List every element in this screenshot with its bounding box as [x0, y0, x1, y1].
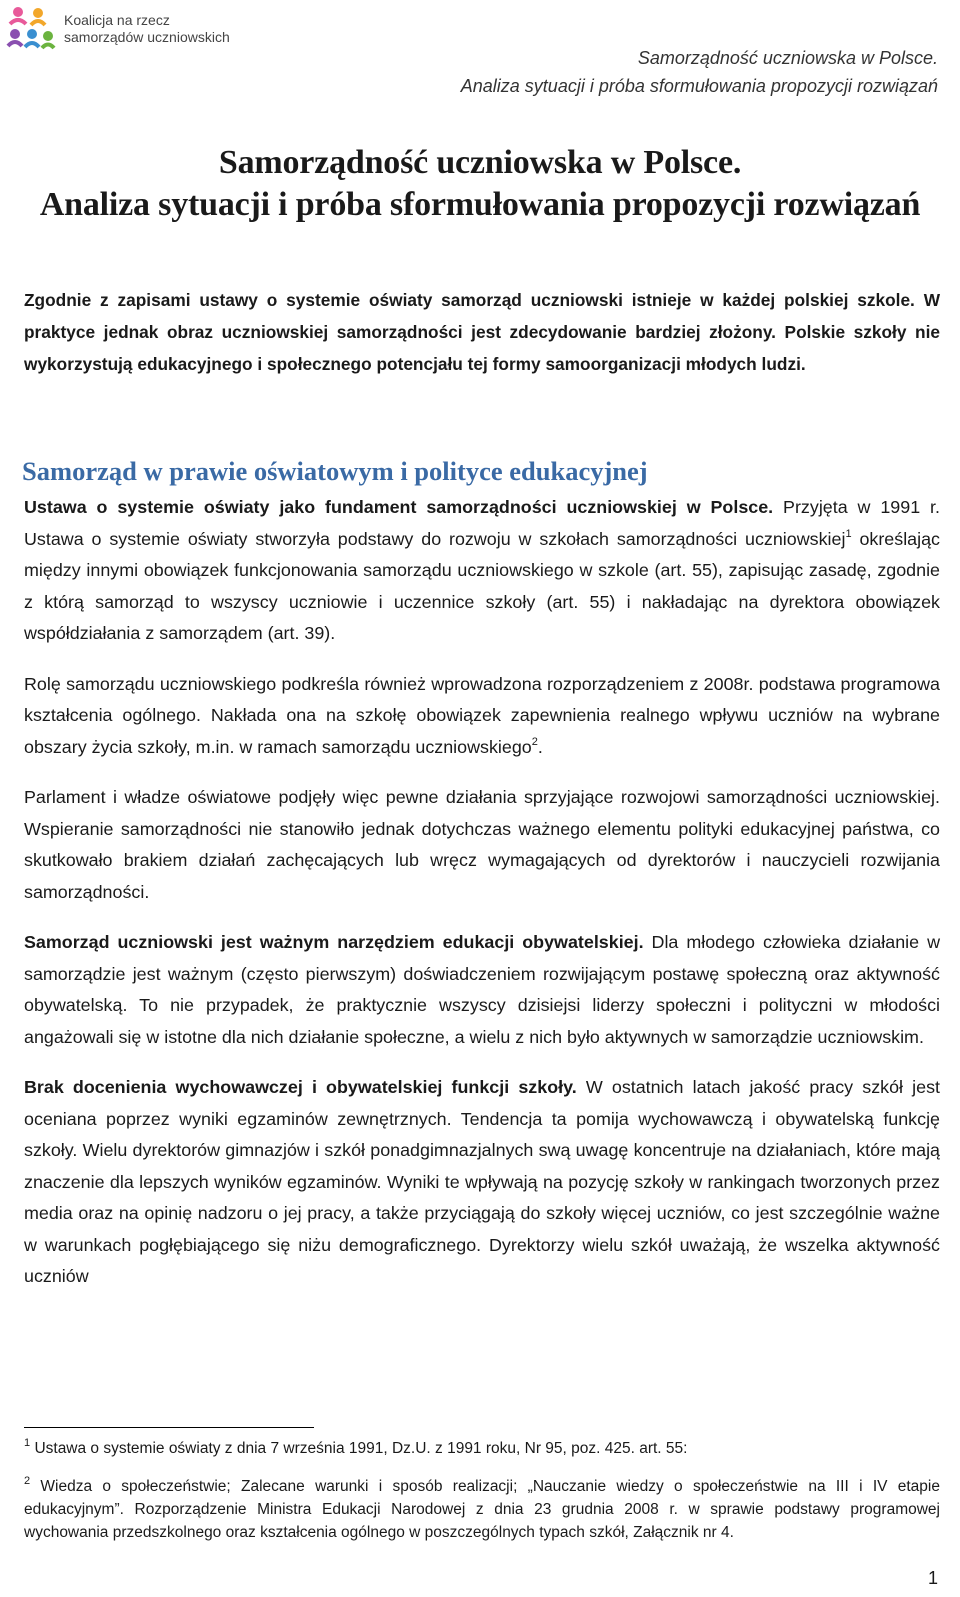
footnote-1-number: 1 — [24, 1437, 31, 1449]
paragraph-5-lead: Brak docenienia wychowawczej i obywatelskiej funkcji szkoły. — [24, 1077, 577, 1097]
paragraph-5-text: W ostatnich latach jakość pracy szkół jest oceniana poprzez wyniki egzaminów zewnętrznych. Tendencja ta pomija wychowawczą i obywatelską funkcję szkoły. Wielu dyrektorów gimnazjów i szkół ponadgimnazjalnych swą uwagę koncentruje na działaniach, które mają znaczenie dla lepszych wyników egzaminów. Wyniki te wpływają na pozycję szkoły w rankingach tworzonych przez media oraz na opinię nadzoru o jej pracy, a także przyciągają do szkoły więcej uczniów, co jest szczególnie ważne w warunkach pogłębiającego się niżu demograficznego. Dyrektorzy wielu szkół uważają, że wszelka aktywność uczniów — [24, 1077, 940, 1286]
paragraph-4-text: Dla młodego człowieka działanie w samorządzie jest ważnym (często pierwszym) doświadczeniem rozwijającym postawę społeczną oraz aktywność obywatelską. To nie przypadek, że praktycznie wszyscy dzisiejsi liderzy społeczni i polityczni w młodości angażowali się w istotne dla nich działanie społeczne, a wielu z nich było aktywnych w samorządzie uczniowskim. — [24, 932, 940, 1047]
footnote-2-text: Wiedza o społeczeństwie; Zalecane warunki i sposób realizacji; „Nauczanie wiedzy o społeczeństwie na III i IV etapie edukacyjnym”. Rozporządzenie Ministra Edukacji Narodowej z dnia 23 grudnia 2008 r. w sprawie podstawy programowej wychowania przedszkolnego oraz kształcenia ogólnego w poszczególnych typach szkół, Załącznik nr 4. — [24, 1478, 940, 1541]
coalition-logo — [6, 4, 230, 54]
section-body — [24, 492, 940, 1312]
footnote-1-text: Ustawa o systemie oświaty z dnia 7 września 1991, Dz.U. z 1991 roku, Nr 95, poz. 425. art. 55: — [34, 1440, 688, 1457]
paragraph-1-lead: Ustawa o systemie oświaty jako fundament samorządności uczniowskiej w Polsce. — [24, 497, 774, 517]
logo-line-1: Koalicja na rzecz — [64, 12, 170, 28]
paragraph-3: Parlament i władze oświatowe podjęły więc pewne działania sprzyjające rozwojowi samorządności uczniowskiej. Wspieranie samorządności nie stanowiło jednak dotychczas ważnego elementu polityki edukacyjnej państwa, co skutkowało brakiem działań zachęcających lub wręcz wymagających od dyrektorów i nauczycieli rozwijania samorządności. — [24, 787, 940, 902]
logo-text — [64, 12, 230, 46]
footnote-separator — [24, 1427, 314, 1428]
document-title-line-1: Samorządność uczniowska w Polsce. — [218, 144, 742, 181]
footnote-2 — [24, 1475, 940, 1544]
paragraph-4 — [24, 927, 940, 1053]
paragraph-1-text-a: Przyjęta w 1991 r. Ustawa o systemie oświaty stworzyła podstawy do rozwoju w szkołach samorządności uczniowskiej — [24, 497, 940, 549]
paragraph-1-text-b: określając między innymi obowiązek funkcjonowania samorządu uczniowskiego w szkole (art. 55), zapisując zasadę, zgodnie z którą samorząd to wszyscy uczniowie i uczennice szkoły (art. 55) i nakładając na dyrektora obowiązek współdziałania z samorządem (art. 39). — [24, 528, 940, 643]
footnote-ref-2[interactable]: 2 — [531, 735, 538, 748]
people-cluster-icon — [6, 4, 56, 54]
paragraph-2-text: Rolę samorządu uczniowskiego podkreśla również wprowadzona rozporządzeniem z 2008r. podstawa programowa kształcenia ogólnego. Nakłada ona na szkołę obowiązek zapewnienia realnego wpływu uczniów na wybrane obszary życia szkoły, m.in. w ramach samorządu uczniowskiego — [24, 673, 940, 757]
footnote-1 — [24, 1437, 940, 1460]
paragraph-2 — [24, 669, 940, 764]
paragraph-4-lead: Samorząd uczniowski jest ważnym narzędziem edukacji obywatelskiej. — [24, 932, 644, 952]
running-header — [461, 44, 938, 100]
logo-line-2: samorządów uczniowskich — [64, 29, 230, 45]
document-title — [0, 142, 960, 226]
paragraph-1 — [24, 492, 940, 650]
footnote-2-number: 2 — [24, 1475, 31, 1487]
running-header-line-1: Samorządność uczniowska w Polsce. — [637, 48, 938, 68]
paragraph-2-end: . — [537, 736, 543, 757]
section-heading: Samorząd w prawie oświatowym i polityce edukacyjnej — [22, 456, 648, 486]
lead-paragraph: Zgodnie z zapisami ustawy o systemie oświaty samorząd uczniowski istnieje w każdej polskiej szkole. W praktyce jednak obraz uczniowskiej samorządności jest zdecydowanie bardziej złożony. Polskie szkoły nie wykorzystują edukacyjnego i społecznego potencjału tej formy samoorganizacji młodych ludzi. — [24, 290, 940, 374]
page-number: 1 — [927, 1568, 938, 1588]
footnote-ref-1[interactable]: 1 — [845, 527, 852, 540]
running-header-line-2: Analiza sytuacji i próba sformułowania propozycji rozwiązań — [460, 76, 938, 96]
document-title-line-2: Analiza sytuacji i próba sformułowania propozycji rozwiązań — [39, 186, 921, 223]
paragraph-5 — [24, 1072, 940, 1293]
